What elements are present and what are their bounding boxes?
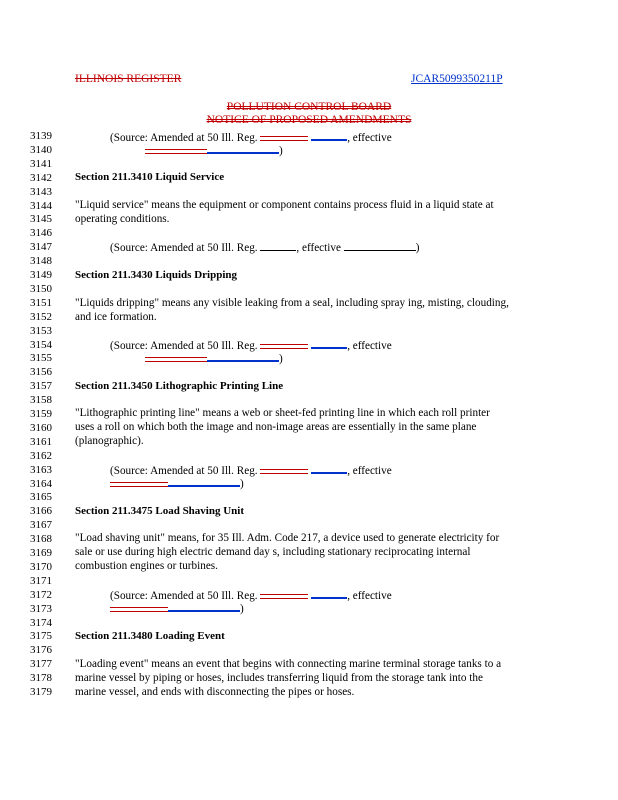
paragraph-line: marine vessel by piping or hoses, includes transferring liquid from the storage tank into the: [75, 672, 483, 684]
line-number: 3176: [30, 644, 52, 657]
line-number: 3173: [30, 602, 52, 615]
source-line: (Source: Amended at 50 Ill. Reg. , effective: [110, 590, 392, 602]
line-number: 3178: [30, 672, 52, 685]
paragraph-line: sale or use during high electric demand day s, including stationary reciprocating internal: [75, 546, 471, 558]
paragraph-line: "Load shaving unit" means, for 35 Ill. Adm. Code 217, a device used to generate electricity for: [75, 532, 500, 544]
section-heading: Section 211.3410 Liquid Service: [75, 171, 225, 183]
line-number: 3150: [30, 282, 52, 295]
line-number: 3177: [30, 658, 52, 671]
paragraph-line: "Lithographic printing line" means a web or sheet-fed printing line in which each roll printer: [75, 407, 490, 419]
line-number: 3169: [30, 547, 52, 559]
line-number: 3166: [30, 505, 52, 518]
source-line-close: ): [110, 476, 244, 490]
line-number: 3141: [30, 157, 52, 170]
section-heading: Section 211.3480 Loading Event: [75, 630, 225, 642]
line-number: 3170: [30, 560, 52, 573]
paragraph-line: "Loading event" means an event that begins with connecting marine terminal storage tanks to a: [75, 658, 502, 670]
line-number: 3151: [30, 296, 52, 309]
source-line-close: ): [145, 143, 283, 157]
line-number: 3158: [30, 394, 52, 407]
line-number: 3149: [30, 269, 52, 281]
paragraph-line: and ice formation.: [75, 311, 157, 323]
source-line-close: ): [145, 351, 283, 365]
line-number: 3154: [30, 338, 52, 351]
board-title: POLLUTION CONTROL BOARD: [226, 101, 392, 113]
line-number: 3152: [30, 310, 52, 323]
source-line: (Source: Amended at 50 Ill. Reg. , effective: [110, 340, 392, 352]
line-number: 3179: [30, 686, 52, 698]
line-number: 3172: [30, 588, 52, 601]
paragraph-line: "Liquids dripping" means any visible leaking from a seal, including spray ing, misting, clouding,: [75, 297, 509, 309]
source-line-close: ): [110, 601, 244, 615]
line-number: 3164: [30, 477, 52, 490]
source-line: (Source: Amended at 50 Ill. Reg. , effective: [110, 465, 392, 477]
paragraph-line: marine vessel, and ends with disconnecting the pipes or hoses.: [75, 686, 355, 698]
paragraph-line: (planographic).: [75, 435, 144, 447]
line-number: 3147: [30, 241, 52, 254]
source-line: (Source: Amended at 50 Ill. Reg. , effective ): [110, 242, 420, 254]
line-number: 3168: [30, 533, 52, 546]
line-number: 3171: [30, 574, 52, 587]
section-heading: Section 211.3450 Lithographic Printing Line: [75, 380, 284, 392]
paragraph-line: uses a roll on which both the image and non-image areas are essentially in the same plane: [75, 421, 477, 433]
line-number: 3174: [30, 616, 52, 629]
register-code: JCAR5099350211P: [411, 73, 503, 85]
paragraph-line: combustion engines or turbines.: [75, 560, 218, 572]
line-number: 3140: [30, 143, 52, 156]
line-number: 3163: [30, 463, 52, 476]
line-number: 3162: [30, 449, 52, 462]
line-number: 3153: [30, 324, 52, 337]
line-number: 3148: [30, 255, 52, 268]
line-number: 3175: [30, 630, 52, 643]
line-number: 3157: [30, 380, 52, 393]
line-number: 3143: [30, 185, 52, 198]
line-number: 3142: [30, 171, 52, 184]
line-number: 3139: [30, 130, 52, 142]
line-number: 3156: [30, 366, 52, 379]
section-heading: Section 211.3430 Liquids Dripping: [75, 269, 237, 281]
section-heading: Section 211.3475 Load Shaving Unit: [75, 505, 245, 517]
line-number: 3145: [30, 213, 52, 226]
source-line: (Source: Amended at 50 Ill. Reg. , effective: [110, 132, 392, 144]
paragraph-line: "Liquid service" means the equipment or component contains process fluid in a liquid state at: [75, 199, 494, 211]
register-title: ILLINOIS REGISTER: [75, 73, 182, 85]
line-number: 3160: [30, 421, 52, 434]
line-number: 3165: [30, 491, 52, 504]
line-number: 3144: [30, 199, 52, 212]
line-number: 3161: [30, 435, 52, 448]
paragraph-line: operating conditions.: [75, 213, 170, 225]
line-number: 3155: [30, 352, 52, 365]
line-number: 3167: [30, 519, 52, 532]
line-number: 3159: [30, 408, 52, 420]
notice-title: NOTICE OF PROPOSED AMENDMENTS: [206, 114, 412, 126]
line-number: 3146: [30, 227, 52, 240]
